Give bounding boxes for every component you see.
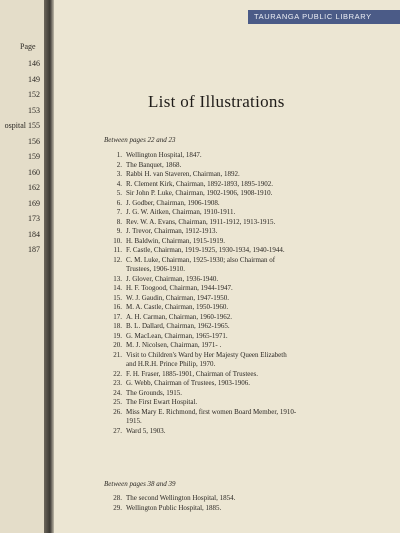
item-number: 23. (113, 379, 122, 387)
item-caption-line: Sir John P. Luke, Chairman, 1902-1906, 1908-1910. (126, 189, 273, 197)
list-item (108, 151, 386, 161)
list-item (108, 313, 386, 323)
item-caption (122, 227, 386, 237)
item-caption-line: J. Trevor, Chairman, 1912-1913. (126, 227, 218, 235)
item-caption (122, 504, 386, 514)
list-item (108, 341, 386, 351)
facing-page-number: 146 (28, 59, 40, 68)
item-caption-line: The First Ewart Hospital. (126, 398, 198, 406)
item-caption (122, 313, 386, 323)
facing-page-number: 173 (28, 214, 40, 223)
item-caption-line: Ward 5, 1903. (126, 426, 166, 435)
item-caption-line: Rev. W. A. Evans, Chairman, 1911-1912, 1913-1915. (126, 217, 276, 226)
item-number: 18. (113, 322, 122, 330)
item-caption-line: G. Webb, Chairman of Trustees, 1903-1906. (126, 379, 250, 387)
item-number: 11. (113, 246, 122, 254)
item-caption-line: The Grounds, 1915. (126, 388, 182, 397)
list-item (108, 494, 386, 504)
item-number: 26. (113, 407, 122, 416)
item-caption-line: J. Godber, Chairman, 1906-1908. (126, 198, 220, 207)
facing-page-heading: Page (20, 42, 36, 51)
list-item (108, 218, 386, 228)
item-caption-line: F. Castle, Chairman, 1919-1925, 1930-1934, 1940-1944. (126, 246, 285, 254)
item-number: 13. (113, 274, 122, 283)
item-caption-line: The second Wellington Hospital, 1854. (126, 494, 236, 502)
item-caption-line: Trustees, 1906-1910. (126, 265, 186, 273)
item-caption (122, 161, 386, 171)
item-caption-line: Wellington Hospital, 1847. (126, 151, 202, 159)
item-caption (122, 151, 386, 161)
item-number: 20. (113, 341, 122, 349)
item-number: 3. (116, 170, 122, 178)
item-number: 8. (116, 217, 122, 226)
list-item (108, 408, 386, 427)
item-caption (122, 275, 386, 285)
item-caption-line: B. L. Dallard, Chairman, 1962-1965. (126, 322, 230, 330)
illustration-list (108, 151, 386, 436)
item-caption-line: Wellington Public Hospital, 1885. (126, 503, 222, 512)
item-caption (122, 332, 386, 342)
list-item (108, 227, 386, 237)
list-item (108, 322, 386, 332)
item-caption (122, 189, 386, 199)
item-number: 22. (113, 369, 122, 378)
item-caption-line: J. Glover, Chairman, 1936-1940. (126, 274, 219, 283)
item-caption-line: J. G. W. Aitken, Chairman, 1910-1911. (126, 208, 236, 216)
item-number: 25. (113, 398, 122, 406)
list-item (108, 189, 386, 199)
item-number: 27. (113, 426, 122, 435)
item-caption (122, 322, 386, 332)
list-item (108, 351, 386, 370)
item-caption (122, 494, 386, 504)
item-caption (122, 256, 386, 275)
item-caption-line: F. H. Fraser, 1885-1901, Chairman of Trustees. (126, 369, 258, 378)
section-heading: Between pages 38 and 39 (104, 480, 176, 488)
item-caption (122, 303, 386, 313)
item-number: 15. (113, 293, 122, 302)
facing-page-number: 153 (28, 105, 40, 115)
item-caption-line: Miss Mary E. Richmond, first women Board Member, 1910- (126, 407, 297, 416)
item-number: 12. (113, 255, 122, 264)
illustration-list (108, 494, 386, 513)
item-caption (122, 246, 386, 256)
list-item (108, 199, 386, 209)
list-item (108, 427, 386, 437)
item-number: 1. (116, 151, 122, 159)
list-item (108, 208, 386, 218)
item-caption (122, 218, 386, 228)
item-caption-line: The Banquet, 1868. (126, 160, 182, 169)
item-number: 17. (113, 312, 122, 321)
list-item (108, 284, 386, 294)
item-caption (122, 427, 386, 437)
item-caption-line: C. M. Luke, Chairman, 1925-1930; also Chairman of (126, 255, 276, 264)
item-number: 19. (113, 331, 122, 340)
facing-page-number: 162 (28, 183, 40, 192)
item-number: 10. (113, 236, 122, 245)
item-caption (122, 370, 386, 380)
item-number: 9. (116, 227, 122, 235)
item-caption (122, 170, 386, 180)
item-number: 16. (113, 303, 122, 311)
item-caption (122, 208, 386, 218)
item-caption (122, 408, 386, 427)
list-item (108, 237, 386, 247)
item-number: 29. (113, 503, 122, 512)
list-item (108, 504, 386, 514)
item-caption (122, 284, 386, 294)
item-number: 5. (116, 189, 122, 197)
item-caption (122, 398, 386, 408)
item-caption-line: and H.R.H. Prince Philip, 1970. (126, 360, 216, 368)
facing-page-number: 187 (28, 245, 40, 254)
item-number: 4. (116, 179, 122, 188)
item-caption-line: W. J. Gaudin, Chairman, 1947-1950. (126, 293, 229, 302)
item-caption-line: H. F. Toogood, Chairman, 1944-1947. (126, 284, 233, 292)
list-item (108, 275, 386, 285)
item-number: 14. (113, 284, 122, 292)
facing-page-number: 149 (28, 74, 40, 84)
list-item (108, 370, 386, 380)
item-caption-line: G. MacLean, Chairman, 1965-1971. (126, 331, 228, 340)
facing-page-numbers (0, 56, 40, 258)
item-caption (122, 341, 386, 351)
facing-page-number: 156 (28, 136, 40, 146)
item-number: 24. (113, 388, 122, 397)
list-item (108, 303, 386, 313)
item-number: 6. (116, 198, 122, 207)
list-item (108, 170, 386, 180)
item-caption-line: Rabbi H. van Staveren, Chairman, 1892. (126, 170, 240, 178)
item-number: 2. (116, 160, 122, 169)
list-item (108, 294, 386, 304)
facing-page-number: 169 (28, 198, 40, 208)
item-caption (122, 389, 386, 399)
item-number: 28. (113, 494, 122, 502)
list-item (108, 332, 386, 342)
list-item (108, 256, 386, 275)
item-number: 21. (113, 350, 122, 359)
item-caption (122, 294, 386, 304)
item-caption-line: M. A. Castle, Chairman, 1950-1960. (126, 303, 229, 311)
facing-page-number: 159 (28, 152, 40, 161)
item-caption-line: H. Baldwin, Chairman, 1915-1919. (126, 236, 225, 245)
item-caption-line: Visit to Children's Ward by Her Majesty Queen Elizabeth (126, 350, 287, 359)
list-item (108, 246, 386, 256)
item-caption-line: R. Clement Kirk, Chairman, 1892-1893, 1895-1902. (126, 179, 273, 188)
item-number: 7. (116, 208, 122, 216)
item-caption (122, 379, 386, 389)
list-item (108, 379, 386, 389)
item-caption (122, 237, 386, 247)
item-caption (122, 180, 386, 190)
facing-page-number: 152 (28, 90, 40, 99)
facing-page-number: 184 (28, 229, 40, 239)
book-gutter (44, 0, 54, 533)
list-item (108, 389, 386, 399)
item-caption-line: A. H. Carman, Chairman, 1960-1962. (126, 312, 232, 321)
item-caption-line: M. J. Nicolsen, Chairman, 1971- . (126, 341, 222, 349)
facing-page (0, 0, 48, 533)
item-caption (122, 199, 386, 209)
item-caption-line: 1915. (126, 417, 142, 425)
library-stamp: TAURANGA PUBLIC LIBRARY (248, 10, 400, 24)
facing-page-number: ospital 155 (4, 121, 40, 130)
facing-page-number: 160 (28, 167, 40, 177)
section-heading: Between pages 22 and 23 (104, 136, 176, 144)
item-caption (122, 351, 386, 370)
list-item (108, 161, 386, 171)
list-item (108, 398, 386, 408)
list-item (108, 180, 386, 190)
page-title: List of Illustrations (148, 92, 285, 111)
